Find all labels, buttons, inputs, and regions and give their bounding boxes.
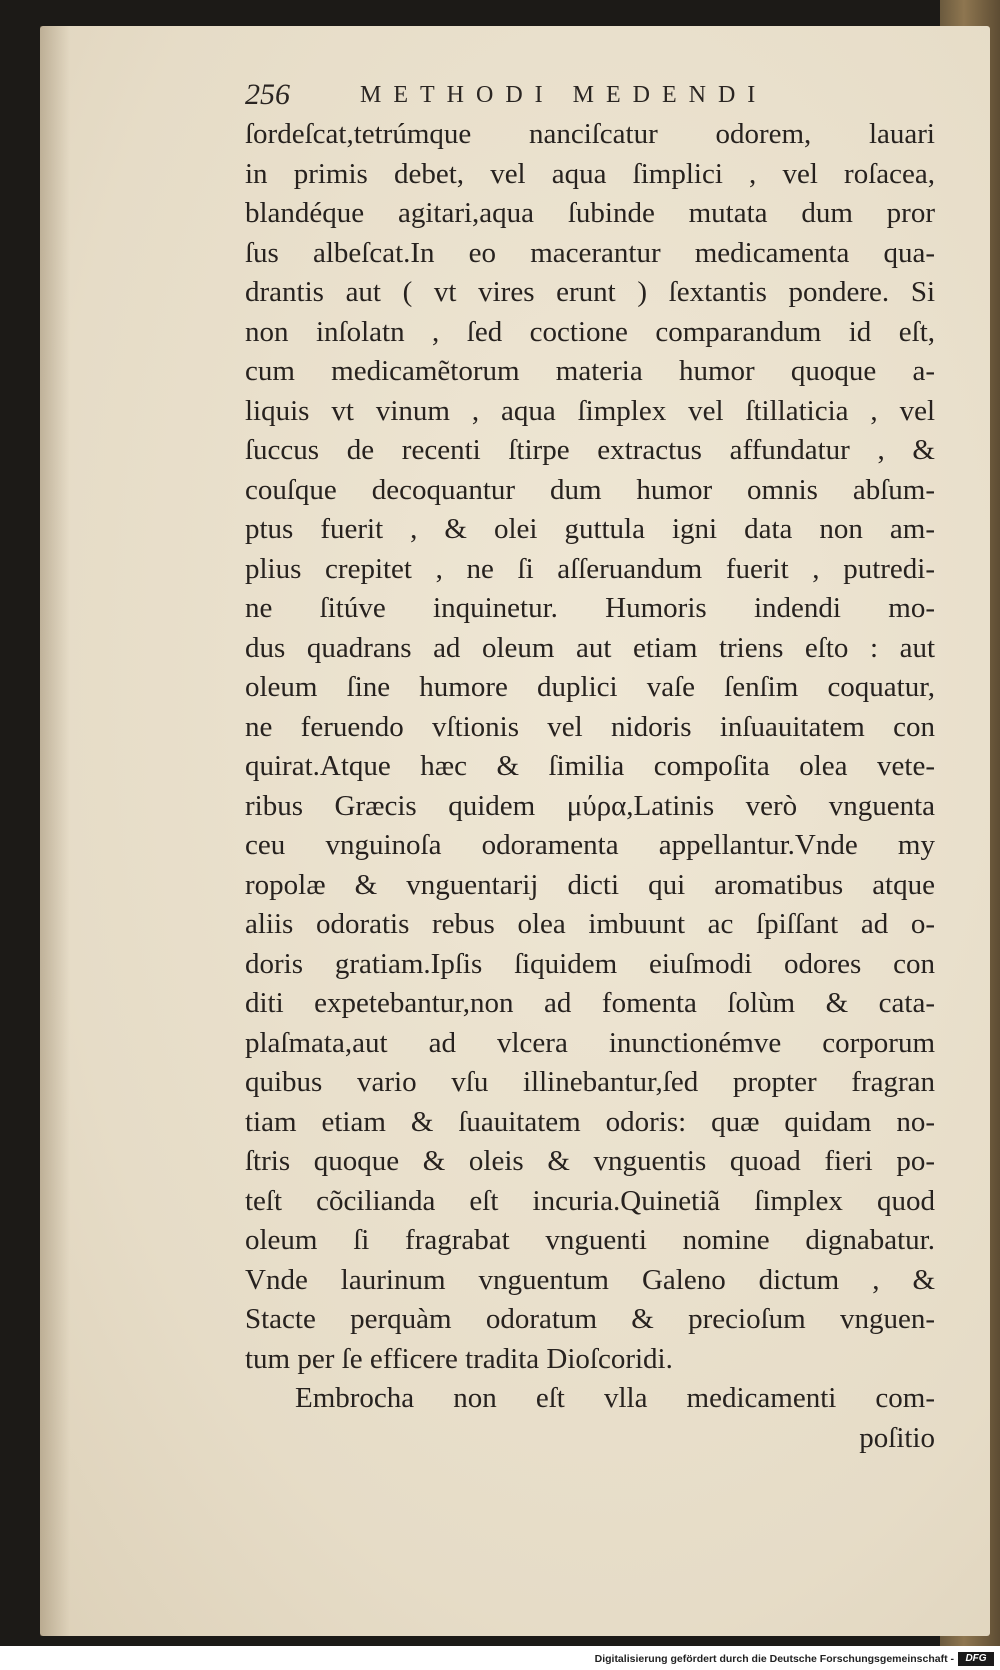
text-line: diti expetebantur,non ad fomenta ſolùm & cata- (245, 987, 935, 1019)
text-line: ribus Græcis quidem μύρα,Latinis verò vnguenta (245, 789, 935, 822)
text-line: ceu vnguinoſa odoramenta appellantur.Vnde my (245, 829, 935, 861)
dfg-logo: DFG (958, 1652, 994, 1666)
catchword: poſitio (859, 1421, 935, 1454)
text-line: ſus albeſcat.In eo macerantur medicamenta qua- (245, 236, 935, 269)
text-line: in primis debet, vel aqua ſimplici , vel roſacea, (245, 157, 935, 190)
footer-credit: Digitalisierung gefördert durch die Deutsche Forschungsgemeinschaft - (594, 1653, 954, 1665)
running-head (245, 78, 855, 118)
text-line: drantis aut ( vt vires erunt ) ſextantis pondere. Si (245, 276, 935, 308)
text-block (245, 115, 935, 1458)
text-line: ſordeſcat,tetrúmque nanciſcatur odorem, lauari (245, 118, 935, 150)
page-number: 256 (245, 78, 290, 111)
text-line: ptus fuerit , & olei guttula igni data non am- (245, 513, 935, 545)
text-line: Vnde laurinum vnguentum Galeno dictum , & (245, 1263, 935, 1296)
paragraph-start-line: Embrocha non eſt vlla medicamenti com- (295, 1382, 935, 1414)
text-line: tiam etiam & ſuauitatem odoris: quæ quidam no- (245, 1105, 935, 1138)
text-line: blandéque agitari,aqua ſubinde mutata dum pror (245, 197, 935, 229)
text-line: couſque decoquantur dum humor omnis abſum- (245, 473, 935, 506)
text-line: quibus vario vſu illinebantur,ſed propter fragran (245, 1066, 935, 1098)
digitization-footer (0, 1650, 1000, 1670)
text-line: ne ſitúve inquinetur. Humoris indendi mo- (245, 592, 935, 624)
text-line: plaſmata,aut ad vlcera inunctionémve corporum (245, 1026, 935, 1059)
gutter-shadow (40, 26, 70, 1636)
paragraph-end-line: tum per ſe efficere tradita Dioſcoridi. (245, 1342, 673, 1375)
text-line: quirat.Atque hæc & ſimilia compoſita olea vete- (245, 750, 935, 782)
text-line: aliis odoratis rebus olea imbuunt ac ſpiſſant ad o- (245, 908, 935, 940)
text-line: oleum ſi fragrabat vnguenti nomine dignabatur. (245, 1224, 935, 1256)
running-title: METHODI MEDENDI (360, 82, 768, 108)
text-line: dus quadrans ad oleum aut etiam triens eſto : aut (245, 631, 935, 664)
text-line: oleum ſine humore duplici vaſe ſenſim coquatur, (245, 671, 935, 703)
text-line: non inſolatn , ſed coctione comparandum id eſt, (245, 315, 935, 348)
text-line: Stacte perquàm odoratum & precioſum vnguen- (245, 1303, 935, 1335)
text-line: ſtris quoque & oleis & vnguentis quoad fieri po- (245, 1145, 935, 1177)
text-line: ſuccus de recenti ſtirpe extractus affundatur , & (245, 434, 935, 466)
text-line: teſt cõcilianda eſt incuria.Quinetiã ſimplex quod (245, 1184, 935, 1217)
text-line: plius crepitet , ne ſi aſſeruandum fuerit , putredi- (245, 552, 935, 585)
text-line: liquis vt vinum , aqua ſimplex vel ſtillaticia , vel (245, 394, 935, 427)
text-line: ropolæ & vnguentarij dicti qui aromatibus atque (245, 868, 935, 901)
text-line: cum medicamẽtorum materia humor quoque a- (245, 355, 935, 387)
text-line: doris gratiam.Ipſis ſiquidem eiuſmodi odores con (245, 947, 935, 980)
text-line: ne feruendo vſtionis vel nidoris inſuauitatem con (245, 710, 935, 743)
